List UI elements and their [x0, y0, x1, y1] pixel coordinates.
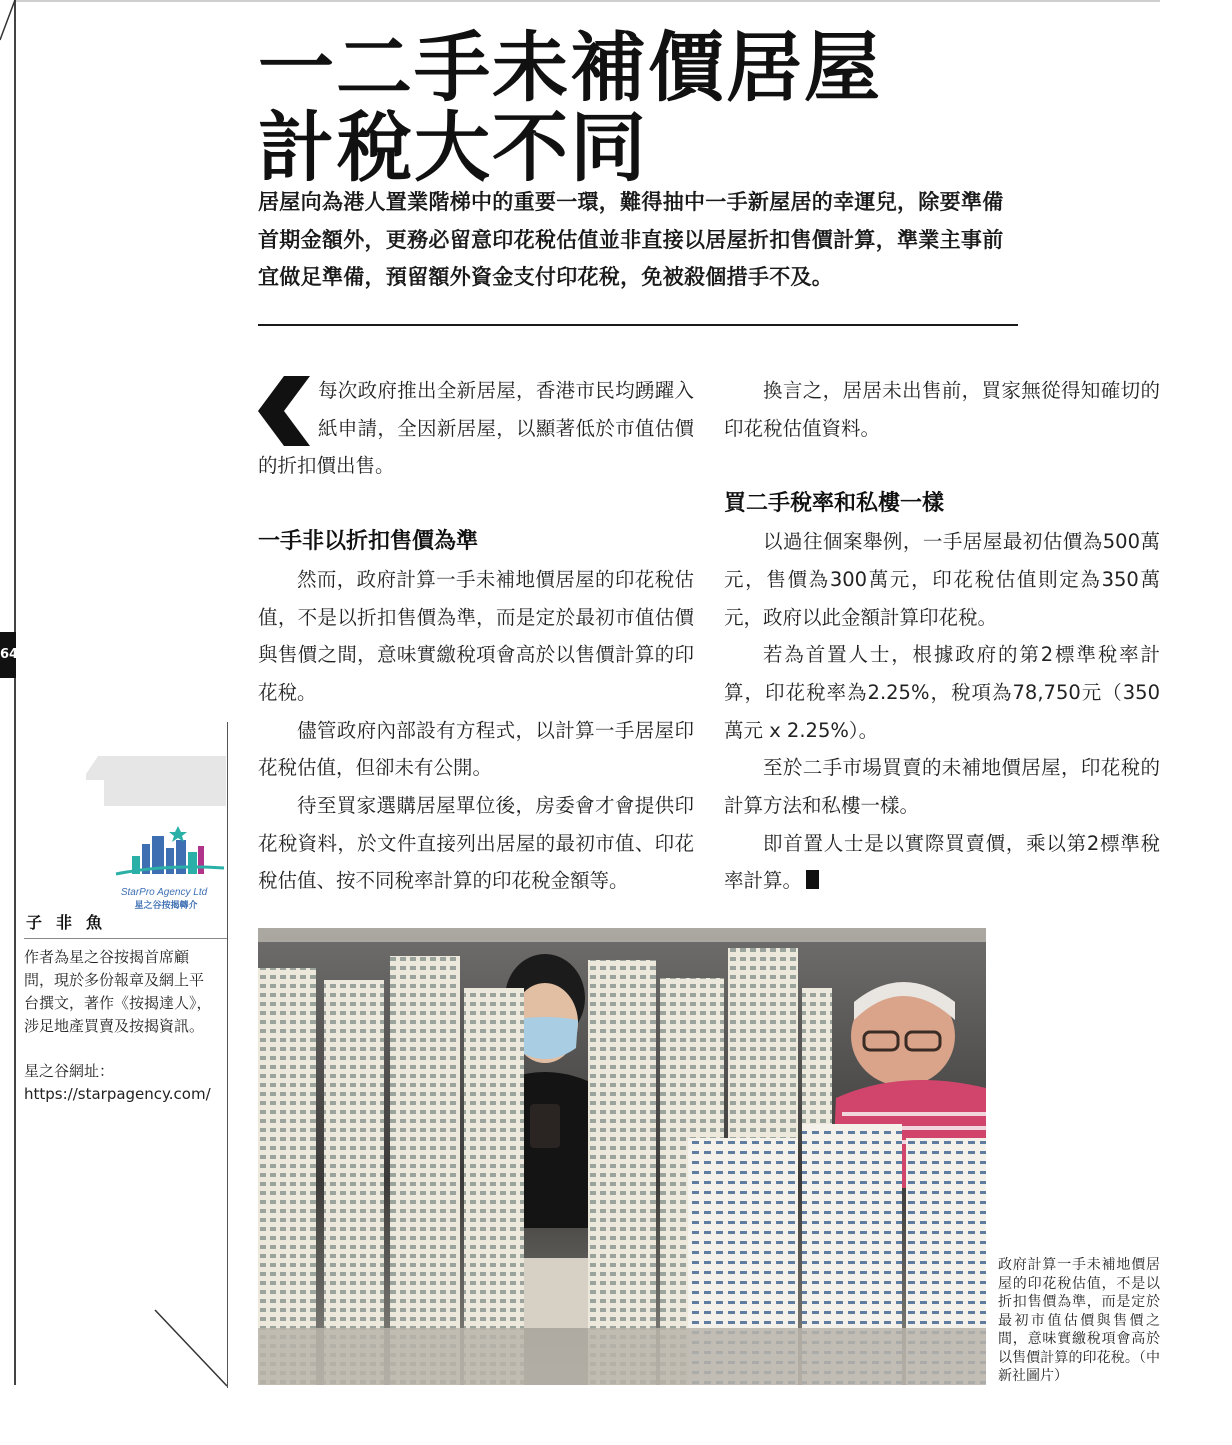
- logo-text-zh: 星之谷按揭轉介: [134, 901, 198, 911]
- bottom-diagonal-decoration: [155, 1310, 229, 1388]
- headline: [258, 23, 1018, 192]
- closing-paragraph-text: 即首置人士是以實際買賣價，乘以第2標準稅率計算。: [724, 831, 1160, 893]
- body-paragraph: 待至買家選購居屋單位後，房委會才會提供印花稅資料，於文件直接列出居屋的最初市值、印花稅估值、按不同稅率計算的印花稅金額等。: [258, 794, 694, 893]
- author-divider: [24, 938, 227, 939]
- body-paragraph: [724, 825, 1160, 900]
- body-paragraph: 儘管政府內部設有方程式，以計算一手居屋印花稅估值，但卻未有公開。: [258, 718, 694, 780]
- author-name: 子非魚: [26, 913, 117, 932]
- logo-text-en: StarPro Agency Ltd: [120, 887, 208, 898]
- headline-line-1: 一二手未補價居屋: [258, 23, 882, 112]
- section-heading-1: 一手非以折扣售價為準: [258, 529, 479, 555]
- author-website-link[interactable]: https://starpagency.com/: [24, 1085, 211, 1103]
- body-column-right: [724, 372, 1160, 900]
- headline-divider: [258, 324, 1018, 326]
- page-number: 64: [0, 647, 19, 662]
- housing-model-photo: [258, 928, 986, 1385]
- headline-line-2: 計稅大不同: [258, 103, 648, 192]
- section-heading-2: 買二手稅率和私樓一樣: [724, 491, 945, 517]
- author-bio: 作者為星之谷按揭首席顧問，現於多份報章及網上平台撰文，著作《按揭達人》，涉足地產買賣及按揭資訊。: [24, 948, 212, 1035]
- body-paragraph: 至於二手市場買賣的未補地價居屋，印花稅的計算方法和私樓一樣。: [724, 756, 1160, 818]
- top-border-rule: [14, 0, 1160, 2]
- author-logo: [86, 756, 226, 931]
- corner-diagonal-decoration: [0, 0, 16, 40]
- author-website-label: 星之谷網址：: [24, 1062, 115, 1080]
- body-paragraph: 然而，政府計算一手未補地價居屋的印花稅估值，不是以折扣售價為準，而是定於最初市值估價與售價之間，意味實繳稅項會高於以售價計算的印花稅。: [258, 567, 694, 704]
- body-paragraph: 以過往個案舉例，一手居屋最初估價為500萬元，售價為300萬元，印花稅估值則定為350萬元，政府以此金額計算印花稅。: [724, 530, 1160, 629]
- body-paragraph: 換言之，居居未出售前，買家無從得知確切的印花稅估值資料。: [724, 379, 1160, 440]
- page-number-tab: [0, 632, 19, 678]
- body-paragraph: 若為首置人士，根據政府的第2標準稅率計算，印花稅率為2.25%，稅項為78,750元（350萬元 x 2.25%）。: [724, 643, 1160, 742]
- left-border-rule: [14, 0, 16, 1385]
- author-box-rule: [227, 722, 228, 1388]
- photo-caption: 政府計算一手未補地價居屋的印花稅估值，不是以折扣售價為準，而是定於最初市值估價與售價之間，意味實繳稅項會高於以售價計算的印花稅。（中新社圖片）: [998, 1257, 1160, 1384]
- opening-chevron-icon: [258, 376, 310, 446]
- body-column-left: [258, 372, 694, 900]
- end-of-article-mark: [806, 870, 819, 889]
- intro-paragraph: 每次政府推出全新居屋，香港市民均踴躍入紙申請，全因新居屋，以顯著低於市值估價的折扣價出售。: [258, 379, 694, 478]
- standfirst: 居屋向為港人置業階梯中的重要一環，難得抽中一手新屋居的幸運兒，除要準備首期金額外，更務必留意印花稅估值並非直接以居屋折扣售價計算，準業主事前宜做足準備，預留額外資金支付印花稅，免被殺個措手不及。: [258, 190, 1004, 289]
